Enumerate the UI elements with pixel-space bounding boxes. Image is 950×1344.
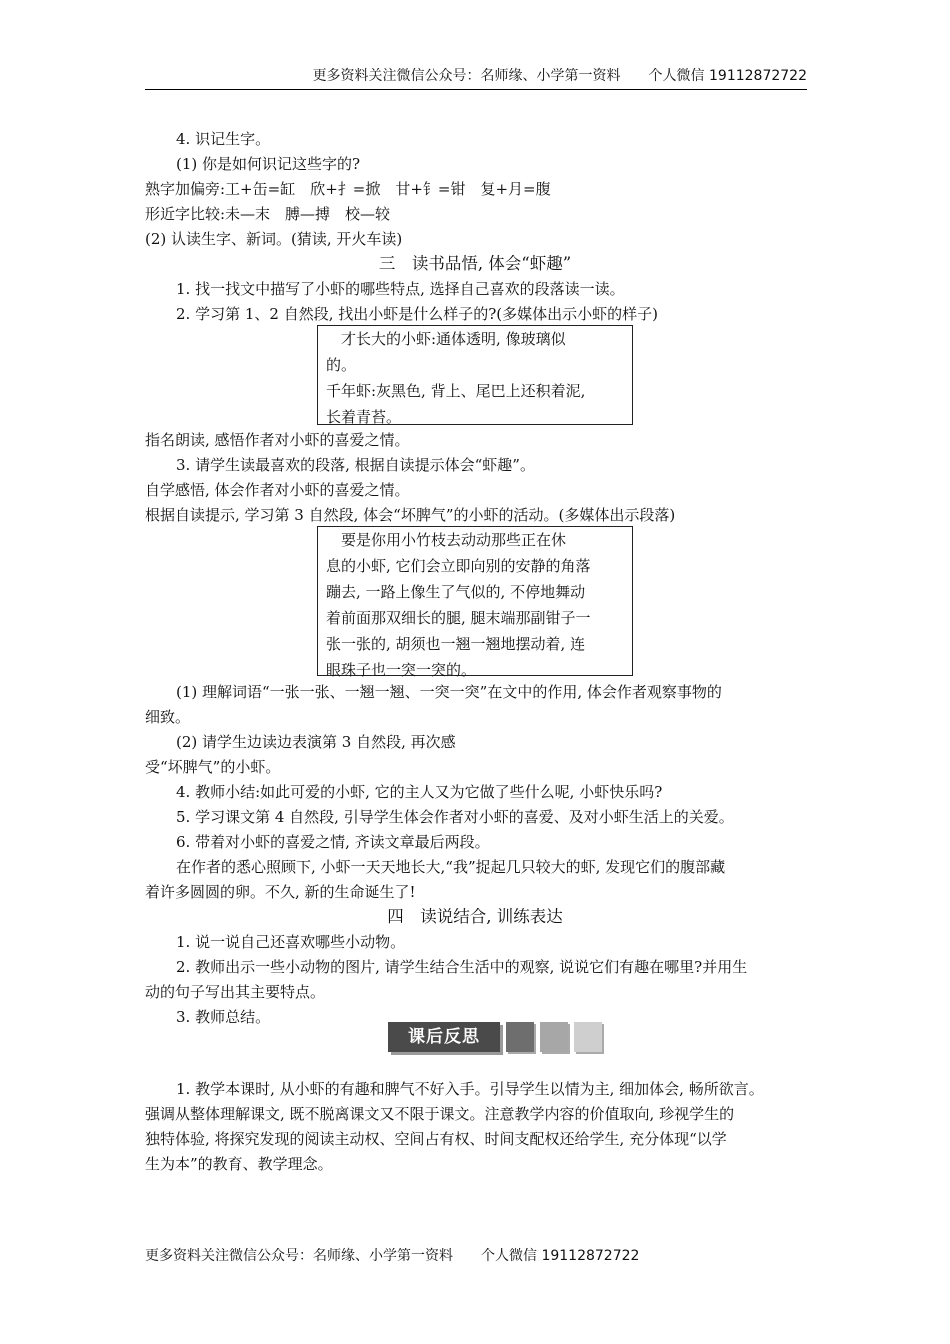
task-1: 1. 说一说自己还喜欢哪些小动物。 (176, 933, 406, 951)
para-6: 根据自读提示, 学习第 3 自然段, 体会“坏脾气”的小虾的活动。(多媒体出示段落) (145, 506, 676, 524)
para-4: 3. 请学生读最喜欢的段落, 根据自读提示体会“虾趣”。 (176, 456, 535, 474)
banner-square (574, 1022, 602, 1052)
para-11: 6. 带着对小虾的喜爱之情, 齐读文章最后两段。 (176, 833, 490, 851)
reflection-2: 强调从整体理解课文, 既不脱离课文又不限于课文。注意教学内容的价值取向, 珍视学生的 (145, 1105, 735, 1123)
familiar-radicals: 熟字加偏旁:工+缶=缸 欣+扌=掀 甘+钅=钳 复+月=腹 (145, 180, 551, 198)
reflection-4: 生为本”的教育、教学理念。 (145, 1155, 333, 1173)
reflection-1: 1. 教学本课时, 从小虾的有趣和脾气不好入手。引导学生以情为主, 细加体会, 畅所欲言。 (176, 1080, 764, 1098)
para-7a: (1) 理解词语“一张一张、一翘一翘、一突一突”在文中的作用, 体会作者观察事物的 (176, 683, 722, 701)
box1-line: 才长大的小虾:通体透明, 像玻璃似 (326, 330, 566, 348)
box2-line: 要是你用小竹枝去动动那些正在休 (326, 531, 567, 549)
box1-line: 的。 (326, 356, 357, 374)
para-1: 1. 找一找文中描写了小虾的哪些特点, 选择自己喜欢的段落读一读。 (176, 280, 625, 298)
box1-line: 千年虾:灰黑色, 背上、尾巴上还积着泥, (326, 382, 586, 400)
para-12b: 着许多圆圆的卵。不久, 新的生命诞生了! (145, 883, 416, 901)
step4-question1: (1) 你是如何识记这些字的? (176, 155, 361, 173)
para-7b: 细致。 (145, 708, 191, 726)
page-footer: 更多资料关注微信公众号：名师缘、小学第一资料 个人微信 19112872722 (145, 1248, 640, 1264)
para-8a: (2) 请学生边读边表演第 3 自然段, 再次感 (176, 733, 456, 751)
box2-line: 蹦去, 一路上像生了气似的, 不停地舞动 (326, 583, 586, 601)
page-header: 更多资料关注微信公众号：名师缘、小学第一资料 个人微信 19112872722 (312, 68, 807, 84)
banner-square (540, 1022, 568, 1052)
banner-square (506, 1022, 534, 1052)
shrimp-appearance-box (317, 325, 633, 425)
para-8b: 受“坏脾气”的小虾。 (145, 758, 281, 776)
para-9: 4. 教师小结:如此可爱的小虾, 它的主人又为它做了些什么呢, 小虾快乐吗? (176, 783, 663, 801)
task-3: 3. 教师总结。 (176, 1008, 271, 1026)
box2-line: 着前面那双细长的腿, 腿末端那副钳子一 (326, 609, 591, 627)
para-10: 5. 学习课文第 4 自然段, 引导学生体会作者对小虾的喜爱、及对小虾生活上的关爱。 (176, 808, 734, 826)
box2-line: 息的小虾, 它们会立即向别的安静的角落 (326, 557, 591, 575)
box2-line: 眼珠子也一突一突的。 (326, 661, 477, 679)
shrimp-temper-box (317, 526, 633, 679)
box2-line: 张一张的, 胡须也一翘一翘地摆动着, 连 (326, 635, 586, 653)
section3-heading: 三 读书品悟, 体会“虾趣” (378, 254, 572, 273)
para-3: 指名朗读, 感悟作者对小虾的喜爱之情。 (145, 431, 410, 449)
similar-chars: 形近字比较:未—末 膊—搏 校—较 (145, 205, 391, 223)
step4-question2: (2) 认读生字、新词。(猜读, 开火车读) (145, 230, 403, 248)
reflection-3: 独特体验, 将探究发现的阅读主动权、空间占有权、时间支配权还给学生, 充分体现“以学 (145, 1130, 727, 1148)
reflection-banner-label: 课后反思 (388, 1022, 500, 1052)
header-rule (145, 89, 807, 90)
box1-line: 长着青苔。 (326, 408, 402, 426)
task-2a: 2. 教师出示一些小动物的图片, 请学生结合生活中的观察, 说说它们有趣在哪里?并用生 (176, 958, 748, 976)
section4-heading: 四 读说结合, 训练表达 (387, 907, 563, 926)
task-2b: 动的句子写出其主要特点。 (145, 983, 326, 1001)
para-5: 自学感悟, 体会作者对小虾的喜爱之情。 (145, 481, 410, 499)
para-2: 2. 学习第 1、2 自然段, 找出小虾是什么样子的?(多媒体出示小虾的样子) (176, 305, 658, 323)
step4-title: 4. 识记生字。 (176, 130, 271, 148)
para-12a: 在作者的悉心照顾下, 小虾一天天地长大,“我”捉起几只较大的虾, 发现它们的腹部藏 (176, 858, 726, 876)
